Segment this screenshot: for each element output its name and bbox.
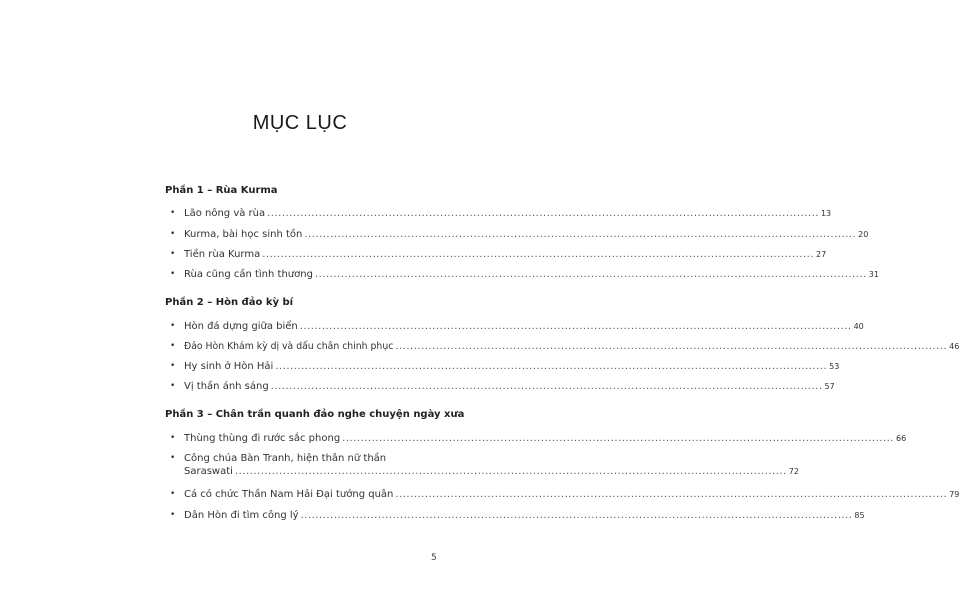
toc-entry[interactable] xyxy=(170,207,832,220)
bullet-icon: • xyxy=(170,208,176,218)
toc-entry-page: 72 xyxy=(788,467,799,476)
leader-dots xyxy=(342,433,894,444)
toc-entry-title: Vị thần ánh sáng xyxy=(184,381,269,392)
page-number: 5 xyxy=(431,553,437,563)
toc-entry[interactable] xyxy=(170,268,879,281)
toc-entry[interactable] xyxy=(170,509,865,522)
toc-entry-title: Lão nông và rùa xyxy=(184,208,266,219)
toc-entry-title: Rùa cũng cần tình thương xyxy=(184,269,313,280)
toc-entry[interactable] xyxy=(170,452,799,478)
leader-dots xyxy=(271,381,823,392)
toc-entry[interactable] xyxy=(170,248,827,261)
toc-entry[interactable] xyxy=(170,320,864,333)
toc-entry-title: Hy sinh ở Hòn Hải xyxy=(184,361,274,372)
part-2-heading: Phần 2 – Hòn đảo kỳ bí xyxy=(165,297,294,308)
toc-entry-title: Thùng thùng đi rước sắc phong xyxy=(184,433,341,444)
leader-dots xyxy=(235,466,787,477)
bullet-icon: • xyxy=(170,341,176,351)
bullet-icon: • xyxy=(170,489,176,499)
leader-dots xyxy=(301,510,853,521)
toc-entry-title: Cá có chức Thần Nam Hải Đại tướng quân xyxy=(184,489,394,500)
toc-entry-page: 27 xyxy=(816,250,827,259)
toc-entry-page: 85 xyxy=(854,511,865,520)
toc-entry[interactable] xyxy=(170,228,869,241)
toc-entry[interactable] xyxy=(170,360,840,373)
toc-entry-page: 57 xyxy=(824,382,835,391)
toc-entry-page: 46 xyxy=(949,342,959,351)
toc-entry[interactable] xyxy=(170,488,959,501)
page-title: MỤC LỤC xyxy=(252,112,348,134)
leader-dots xyxy=(267,208,819,219)
toc-entry-page: 53 xyxy=(829,362,840,371)
leader-dots xyxy=(315,269,867,280)
bullet-icon: • xyxy=(170,510,176,520)
bullet-icon: • xyxy=(170,381,176,391)
toc-entry-title: Dân Hòn đi tìm công lý xyxy=(184,510,299,521)
bullet-icon: • xyxy=(170,433,176,443)
leader-dots xyxy=(395,341,947,352)
toc-entry-page: 20 xyxy=(858,230,869,239)
leader-dots xyxy=(275,361,827,372)
leader-dots xyxy=(395,489,947,500)
leader-dots xyxy=(262,249,814,260)
toc-entry-title: Kurma, bài học sinh tồn xyxy=(184,229,303,240)
bullet-icon: • xyxy=(170,321,176,331)
leader-dots xyxy=(300,321,852,332)
bullet-icon: • xyxy=(170,361,176,371)
leader-dots xyxy=(304,229,856,240)
toc-entry-page: 66 xyxy=(895,434,907,443)
toc-entry-title: Hòn đá dựng giữa biển xyxy=(184,321,298,332)
part-1-heading: Phần 1 – Rùa Kurma xyxy=(165,185,278,196)
toc-entry-title-line1: Công chúa Bàn Tranh, hiện thân nữ thần xyxy=(184,453,387,464)
toc-entry-title-line2: Saraswati xyxy=(184,466,233,477)
toc-entry-page: 31 xyxy=(868,270,879,279)
toc-entry-title: Đảo Hòn Khám kỳ dị và dấu chân chinh phục xyxy=(184,341,394,352)
toc-entry[interactable] xyxy=(170,340,959,353)
part-3-heading: Phần 3 – Chân trần quanh đảo nghe chuyện ngày xưa xyxy=(165,409,465,420)
toc-entry-page: 79 xyxy=(949,490,959,499)
bullet-icon: • xyxy=(170,249,176,259)
toc-entry-page: 40 xyxy=(853,322,864,331)
toc-entry[interactable] xyxy=(170,432,907,445)
toc-entry-page: 13 xyxy=(820,209,832,218)
bullet-icon: • xyxy=(170,229,176,239)
bullet-icon: • xyxy=(170,453,176,463)
bullet-icon: • xyxy=(170,269,176,279)
toc-entry[interactable] xyxy=(170,380,835,393)
toc-entry-title: Tiền rùa Kurma xyxy=(184,249,261,260)
